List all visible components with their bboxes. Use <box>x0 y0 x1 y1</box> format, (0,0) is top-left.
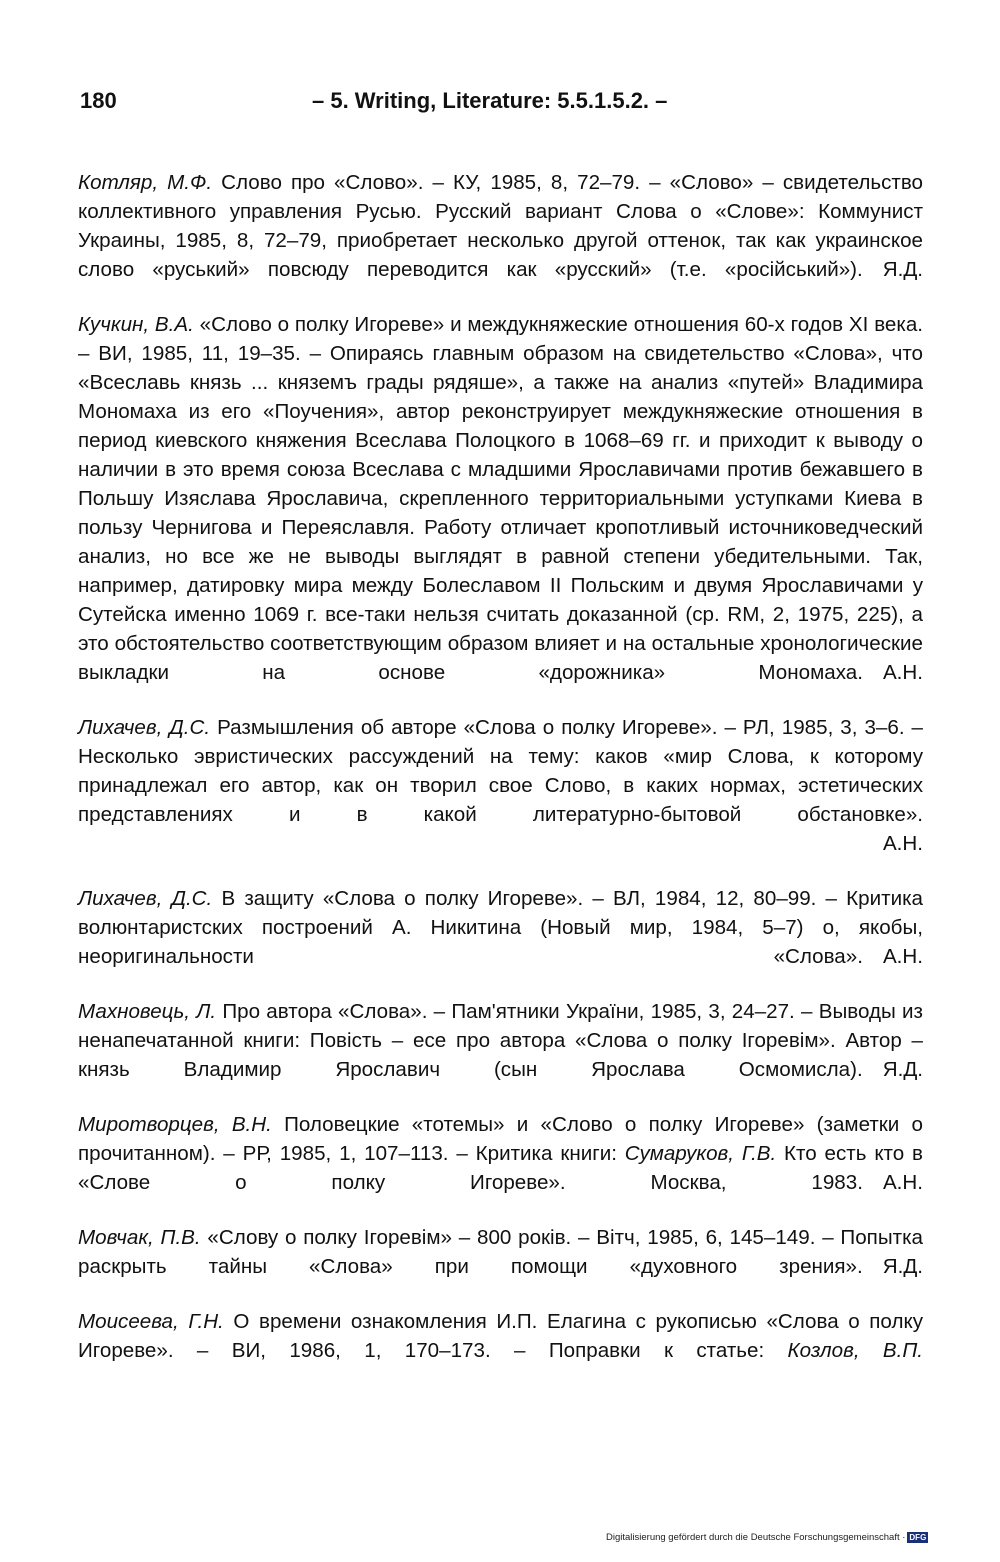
reviewer-signature: Я.Д. <box>882 1058 923 1081</box>
entry-likhachev-2 <box>78 884 923 971</box>
page-header <box>80 88 920 124</box>
entry-text: Кто есть кто в «Слове о полку Игореве». Москва, 1983. <box>78 1142 924 1194</box>
entry-mirotvortsev <box>78 1110 923 1197</box>
entry-author: Лихачев, Д.С. <box>78 887 213 910</box>
reviewer-signature: А.Н. <box>882 945 923 968</box>
entry-kotlyar <box>78 168 923 284</box>
dfg-logo: DFG <box>909 1533 927 1542</box>
entry-author: Лихачев, Д.С. <box>78 716 211 739</box>
entry-author: Котляр, М.Ф. <box>78 171 213 194</box>
entry-author: Мовчак, П.В. <box>78 1226 201 1249</box>
entry-makhnovets <box>78 997 923 1084</box>
entry-text: В защиту «Слова о полку Игореве». – ВЛ, 1984, 12, 80–99. – Критика волюнтаристских построений А. Никитина (Новый мир, 1984, 5–7) о, якобы, неоригинальности «Слова». <box>78 887 923 968</box>
entry-text: Половецкие «тотемы» и «Слово о полку Игореве» (заметки о прочитанном). – РР, 1985, 1, 107–113. – Критика книги: <box>78 1113 923 1165</box>
entry-author: Махновець, Л. <box>78 1000 217 1023</box>
digitization-footer <box>606 1532 928 1543</box>
entry-kuchkin <box>78 310 923 687</box>
entry-author: Кучкин, В.А. <box>78 313 194 336</box>
entry-author: Моисеева, Г.Н. <box>78 1310 224 1333</box>
reviewer-signature: А.Н. <box>882 1171 923 1194</box>
entry-text: О времени ознакомления И.П. Елагина с рукописью «Слова о полку Игореве». – ВИ, 1986, 1, 170–173. – Поправки к статье: <box>78 1310 923 1362</box>
reviewer-signature: Я.Д. <box>882 258 923 281</box>
entry-text: Размышления об авторе «Слова о полку Игореве». – РЛ, 1985, 3, 3–6. – Несколько эвристических рассуждений на тему: каков «мир Слова, к которому принадлежал его автор, как он творил свое Слово, в каких нормах, эстетических представлениях и в какой литературно-бытовой обстановке». <box>78 716 923 826</box>
bibliography-list <box>78 168 923 1391</box>
page-number: 180 <box>80 88 117 113</box>
entry-moiseeva <box>78 1307 923 1365</box>
footer-text: Digitalisierung gefördert durch die Deutsche Forschungsgemeinschaft · <box>606 1532 906 1544</box>
entry-text: «Слову о полку Ігоревім» – 800 років. – Вітч, 1985, 6, 145–149. – Попытка раскрыть тайны «Слова» при помощи «духовного зрения». <box>78 1226 923 1278</box>
reviewer-signature: А.Н. <box>882 832 923 855</box>
running-head: – 5. Writing, Literature: 5.5.1.5.2. – <box>312 88 668 113</box>
entry-author: Миротворцев, В.Н. <box>78 1113 272 1136</box>
entry-text: Слово про «Слово». – КУ, 1985, 8, 72–79. – «Слово» – свидетельство коллективного управления Русью. Русский вариант Слова о «Слове»: Коммунист Украины, 1985, 8, 72–79, приобретает несколько другой оттенок, так как украинское слово «руський» повсюду переводится как «русский» (т.е. «російський»). <box>78 171 923 281</box>
reviewer-signature: А.Н. <box>882 661 923 684</box>
cited-author: Козлов, В.П. <box>787 1339 924 1362</box>
entry-movchak <box>78 1223 923 1281</box>
reviewer-signature: Я.Д. <box>882 1255 923 1278</box>
entry-likhachev-1 <box>78 713 923 858</box>
cited-author: Сумаруков, Г.В. <box>624 1142 777 1165</box>
entry-text: Про автора «Слова». – Пам'ятники України, 1985, 3, 24–27. – Выводы из ненапечатанной книги: Повість – есе про автора «Слова о полку Ігоревім». Автор – князь Владимир Ярославич (сын Ярослава Осмомисла). <box>78 1000 923 1081</box>
entry-text: «Слово о полку Игореве» и междукняжеские отношения 60-х годов XI века. – ВИ, 1985, 11, 19–35. – Опираясь главным образом на свидетельство «Слова», что «Всеславь князь ... княземъ грады рядяше», а также на анализ «путей» Владимира Мономаха из его «Поучения», автор реконструирует междукняжеские отношения в период киевского княжения Всеслава Полоцкого в 1068–69 гг. и приходит к выводу о наличии в это время союза Всеслава с младшими Ярославичами против бежавшего в Польшу Изяслава Ярославича, скрепленного территориальными уступками Киева в пользу Чернигова и Переяславля. Работу отличает кропотливый источниковедческий анализ, но все же не выводы выглядят в равной степени убедительными. Так, например, датировку мира между Болеславом II Польским и двумя Ярославичами у Сутейска именно 1069 г. все-таки нельзя считать доказанной (ср. RM, 2, 1975, 225), а это обстоятельство соответствующим образом влияет и на остальные хронологические выкладки на основе «дорожника» Мономаха. <box>78 313 924 684</box>
